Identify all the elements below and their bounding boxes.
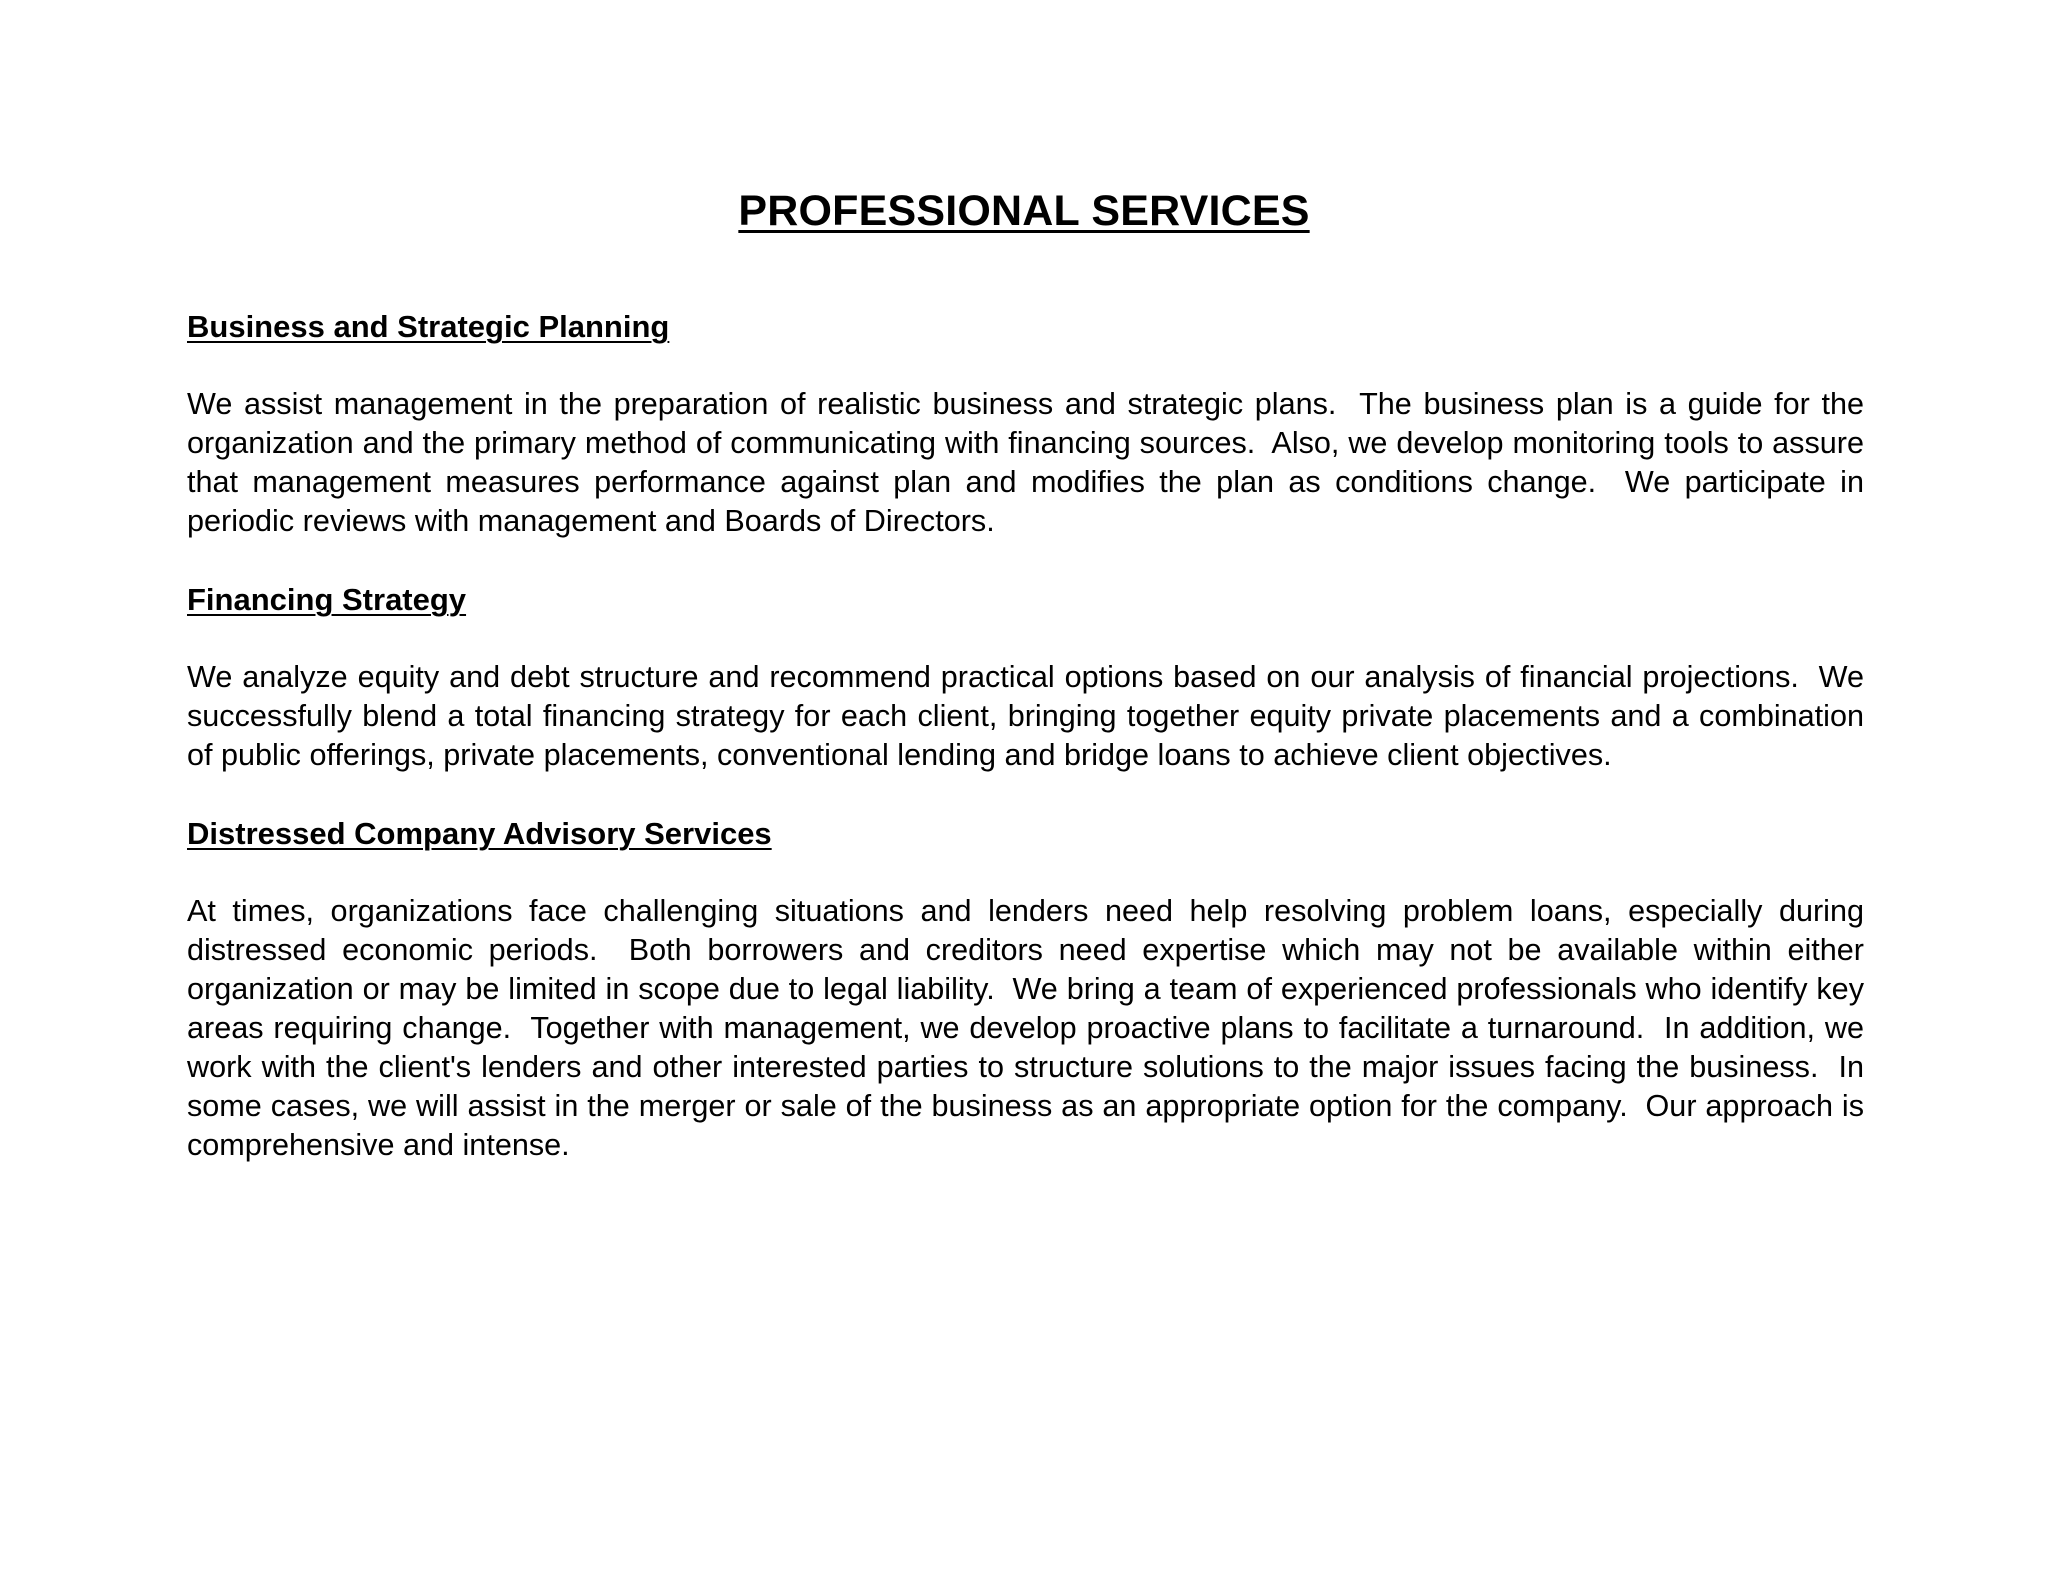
section-distressed-company-advisory	[187, 814, 1873, 1165]
page-title: PROFESSIONAL SERVICES	[738, 187, 1310, 235]
section-financing-strategy	[187, 580, 1873, 775]
section-heading: Financing Strategy	[187, 582, 467, 617]
document-content	[187, 307, 1873, 1204]
section-body: We analyze equity and debt structure and recommend practical options based on our analysis of financial projections. We successfully blend a total financing strategy for each client, bringing together equity private placements and a combination of public offerings, private placements, conventional lending and bridge loans to achieve client objectives.	[187, 660, 1873, 772]
section-heading: Distressed Company Advisory Services	[187, 816, 772, 851]
section-heading: Business and Strategic Planning	[187, 309, 670, 344]
section-body: At times, organizations face challenging situations and lenders need help resolving problem loans, especially during distressed economic periods. Both borrowers and creditors need expertise which may not be available within either organization or may be limited in scope due to legal liability. We bring a team of experienced professionals who identify key areas requiring change. Together with management, we develop proactive plans to facilitate a turnaround. In addition, we work with the client's lenders and other interested parties to structure solutions to the major issues facing the business. In some cases, we will assist in the merger or sale of the business as an appropriate option for the company. Our approach is comprehensive and intense.	[187, 894, 1873, 1162]
section-business-strategic-planning	[187, 307, 1873, 541]
section-body: We assist management in the preparation of realistic business and strategic plans. The business plan is a guide for the organization and the primary method of communicating with financing sources. Also, we develop monitoring tools to assure that management measures performance against plan and modifies the plan as conditions change. We participate in periodic reviews with management and Boards of Directors.	[187, 387, 1873, 538]
